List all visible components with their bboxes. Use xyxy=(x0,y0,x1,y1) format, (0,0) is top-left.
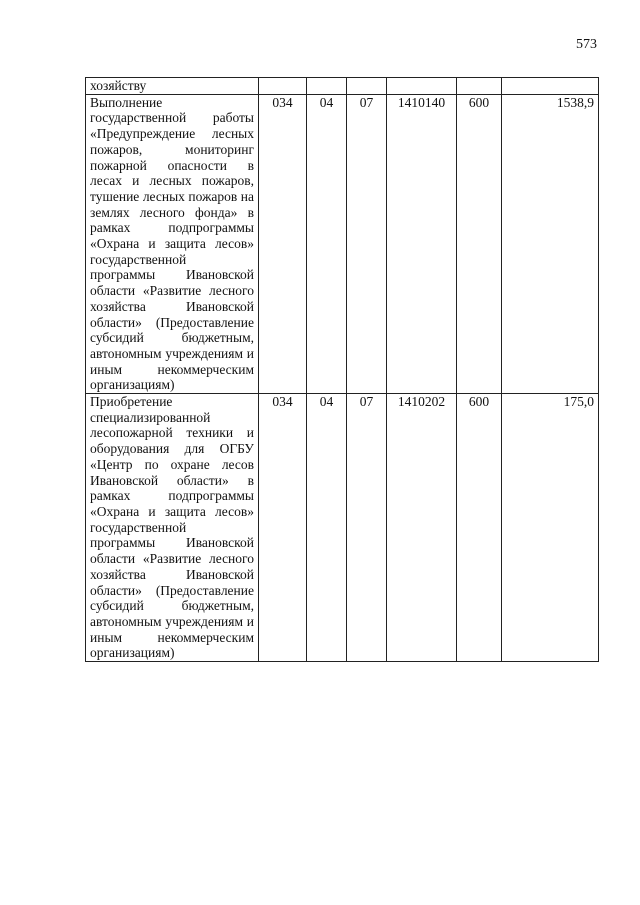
target-article-code: 1410140 xyxy=(387,94,457,393)
amount: 175,0 xyxy=(502,394,599,662)
target-article-code: 1410202 xyxy=(387,394,457,662)
ministry-code: 034 xyxy=(259,94,307,393)
section-code: 04 xyxy=(307,94,347,393)
table-row xyxy=(86,94,599,393)
target-article-code xyxy=(387,78,457,95)
table-row xyxy=(86,394,599,662)
subsection-code: 07 xyxy=(347,394,387,662)
row-description: хозяйству xyxy=(86,78,259,95)
row-description: Выполнение государственной работы «Предупреждение лесных пожаров, мониторинг пожарной опасности в лесах и лесных пожаров, тушение лесных пожаров на землях лесного фонда» в рамках подпрограммы «Охрана и защита лесов» государственной программы Ивановской области «Развитие лесного хозяйства Ивановской области» (Предоставление субсидий бюджетным, автономным учреждениям и иным некоммерческим организациям) xyxy=(86,94,259,393)
ministry-code: 034 xyxy=(259,394,307,662)
section-code xyxy=(307,78,347,95)
amount: 1538,9 xyxy=(502,94,599,393)
expense-type-code: 600 xyxy=(457,394,502,662)
row-description: Приобретение специализированной лесопожарной техники и оборудования для ОГБУ «Центр по охране лесов Ивановской области» в рамках подпрограммы «Охрана и защита лесов» государственной программы Ивановской области «Развитие лесного хозяйства Ивановской области» (Предоставление субсидий бюджетным, автономным учреждениям и иным некоммерческим организациям) xyxy=(86,394,259,662)
expense-type-code xyxy=(457,78,502,95)
budget-table xyxy=(85,77,599,662)
subsection-code xyxy=(347,78,387,95)
page-number: 573 xyxy=(576,37,597,52)
subsection-code: 07 xyxy=(347,94,387,393)
amount xyxy=(502,78,599,95)
table-row xyxy=(86,78,599,95)
section-code: 04 xyxy=(307,394,347,662)
ministry-code xyxy=(259,78,307,95)
expense-type-code: 600 xyxy=(457,94,502,393)
